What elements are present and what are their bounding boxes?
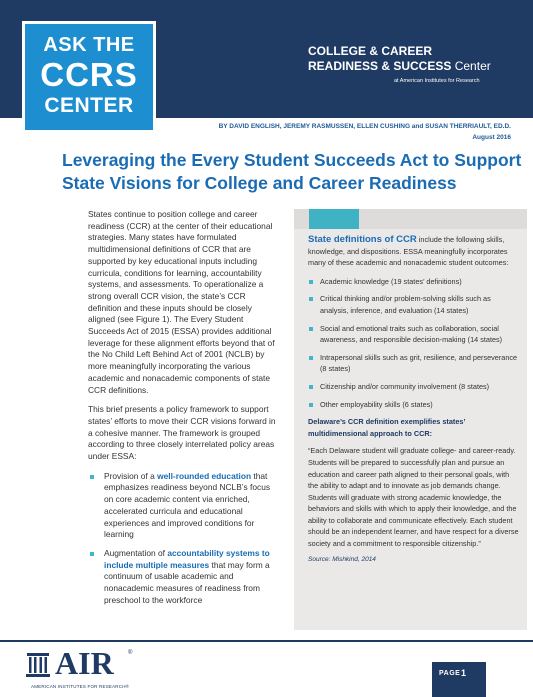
bullet-text-pre: Augmentation of: [104, 547, 168, 558]
delaware-heading: Delaware’s CCR definition exemplifies states’ multidimensional approach to CCR:: [308, 417, 466, 438]
logo-line-1: ASK THE: [43, 34, 135, 56]
sidebar-intro-text: include the following skills, knowledge, and dispositions. ESSA meaningfully incorporates many of these academic and nonacademic student outcomes:: [308, 235, 509, 268]
list-item: [308, 381, 521, 393]
center-name-line2-bold: READINESS & SUCCESS: [308, 59, 452, 73]
quote-source: Source: Mishkind, 2014: [308, 555, 376, 563]
sidebar-intro: [308, 234, 521, 269]
air-logo-text: AIR: [55, 645, 114, 681]
square-bullet-icon: [309, 356, 313, 360]
list-item: [308, 399, 521, 411]
center-name-line2-light: Center: [454, 59, 491, 73]
authors-line: BY DAVID ENGLISH, JEREMY RASMUSSEN, ELLEN CUSHING and SUSAN THERRIAULT, ED.D.: [218, 123, 511, 130]
main-body-column: [88, 209, 278, 614]
list-item-text: Critical thinking and/or problem-solving skills such as analysis, inference, and evaluation (14 states): [320, 294, 491, 315]
air-column-logo-icon: [26, 651, 50, 679]
square-bullet-icon: [309, 297, 313, 301]
square-bullet-icon: [90, 552, 94, 556]
body-paragraph-1: States continue to position college and career readiness (CCR) at the center of their educational strategies. Many states have formulated multidimensional definitions of CCR that are supported by key educational inputs including curricula, conditions for learning, accountability systems, and assessments. To operationalize a strong overall CCR vision, the state’s CCR definition and these inputs should be closely aligned (see Figure 1). The Every Student Succeeds Act of 2015 (ESSA) provides additional leverage for these alignment efforts beyond that of the No Child Left Behind Act of 2001 (NCLB) by more meaningfully incorporating the various academic and nonacademic components of state CCR definitions.: [88, 209, 275, 395]
list-item: [308, 293, 521, 316]
body-paragraph-2: This brief presents a policy framework to support states’ efforts to move their CCR visions forward in a cohesive manner. The framework is grouped according to three closely interrelated policy areas under ESSA:: [88, 404, 276, 462]
list-item: [308, 323, 521, 346]
logo-line-2: CCRS: [40, 56, 138, 93]
list-item-text: Citizenship and/or community involvement (8 states): [320, 381, 490, 391]
square-bullet-icon: [309, 385, 313, 389]
document-title: [62, 149, 522, 195]
list-item: [88, 548, 278, 607]
logo-line-3: CENTER: [44, 94, 134, 117]
sidebar-heading: State definitions of CCR: [308, 234, 417, 245]
center-name-line1: COLLEGE & CAREER: [308, 44, 433, 58]
bullet-highlight: well-rounded education: [157, 470, 252, 481]
list-item: [308, 352, 521, 375]
publication-date: August 2016: [472, 134, 511, 141]
list-item: [308, 276, 521, 288]
page-number: 1: [461, 668, 467, 678]
sidebar-content: [308, 234, 521, 565]
title-line-2: State Visions for College and Career Readiness: [62, 173, 457, 193]
page-number-box: [432, 662, 486, 697]
delaware-quote: “Each Delaware student will graduate college- and career-ready. Students will be prepared to successfully plan and pursue an education and career path aligned to their personal goals, with the ability to adapt and to innovate as job demands change. Students will graduate with strong academic knowledge, the behaviors and skills with which to apply their knowledge, and the ability to collaborate and communicate effectively. Each student should be an independent learner, and have respect for a diverse society and a commitment to responsible citizenship.”: [308, 446, 519, 549]
air-registered-mark: ®: [128, 650, 133, 656]
square-bullet-icon: [309, 403, 313, 407]
list-item-text: Academic knowledge (19 states’ definitions): [320, 276, 462, 286]
bullet-text-post: that may form a continuum of usable academic and nonacademic measures of readiness from preschool to the workforce: [104, 559, 270, 605]
square-bullet-icon: [309, 327, 313, 331]
center-subtitle: at American Institutes for Research: [394, 78, 480, 84]
center-name-line2: [308, 59, 491, 74]
list-item-text: Other employability skills (6 states): [320, 399, 433, 409]
center-name: [308, 44, 491, 74]
sidebar-accent-tab: [309, 209, 359, 229]
bullet-text-pre: Provision of a: [104, 470, 158, 481]
square-bullet-icon: [90, 475, 94, 479]
list-item-text: Intrapersonal skills such as grit, resilience, and perseverance (8 states): [320, 352, 518, 374]
list-item-text: Social and emotional traits such as collaboration, social awareness, and responsible decision-making (14 states): [320, 323, 503, 345]
air-full-name: AMERICAN INSTITUTES FOR RESEARCH®: [31, 684, 130, 689]
page-label: PAGE: [439, 670, 461, 677]
list-item: [88, 471, 278, 541]
bullet-highlight: accountability systems to include multiple measures: [104, 547, 270, 570]
title-line-1: Leveraging the Every Student Succeeds Act to Support: [62, 150, 522, 170]
ccr-component-list: [308, 276, 521, 410]
square-bullet-icon: [309, 280, 313, 284]
policy-area-list: [88, 471, 278, 607]
ask-the-ccrs-center-logo: [22, 21, 156, 133]
bullet-text-post: that emphasizes readiness beyond NCLB’s focus on core academic content via enriched, accelerated curricula and educational experiences and improved conditions for learning: [104, 470, 271, 540]
footer-rule: [0, 640, 533, 642]
